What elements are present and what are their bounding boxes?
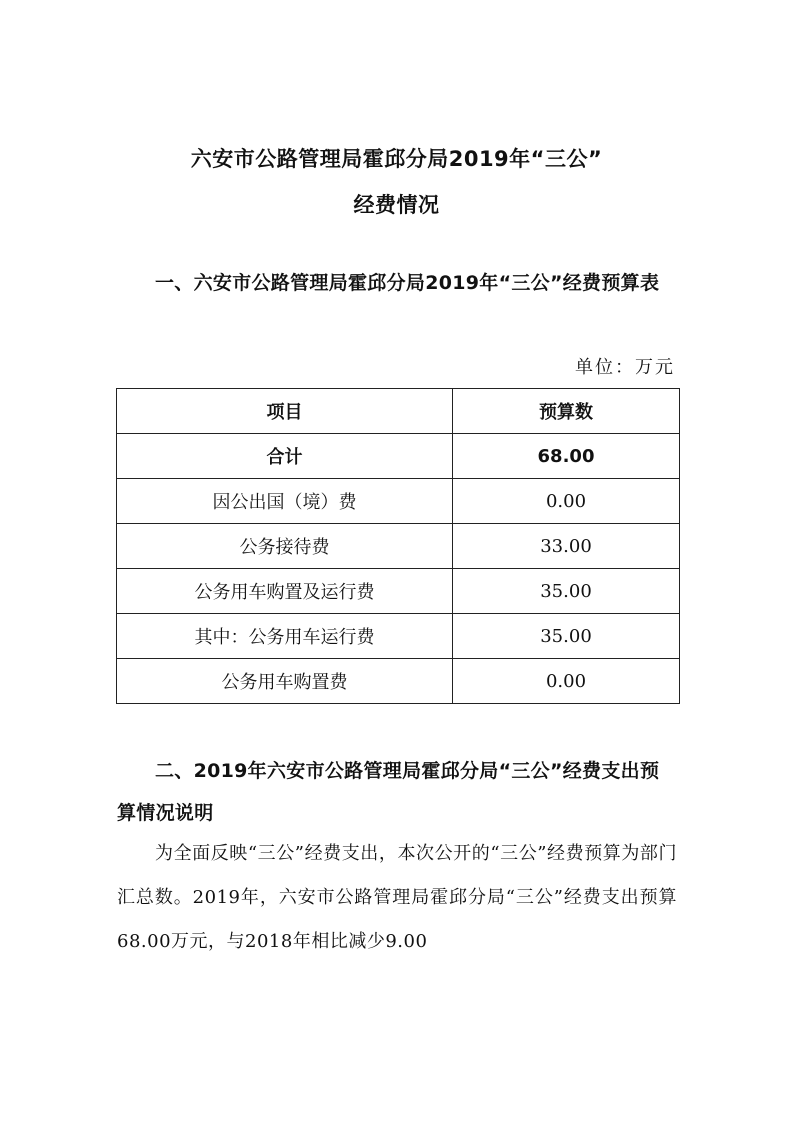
row-value: 35.00: [453, 614, 680, 659]
table-row: [117, 614, 680, 659]
section-2-heading: 二、2019年六安市公路管理局霍邱分局“三公”经费支出预算情况说明: [117, 760, 660, 824]
table-row: [117, 524, 680, 569]
row-value: 35.00: [453, 569, 680, 614]
row-value: 68.00: [453, 434, 680, 479]
table-row: [117, 569, 680, 614]
table-row-total: [117, 434, 680, 479]
header-item: 项目: [117, 389, 453, 434]
budget-table: [116, 388, 680, 704]
table-row: [117, 479, 680, 524]
header-budget: 预算数: [453, 389, 680, 434]
table-header-row: [117, 389, 680, 434]
document-title-line-1: 六安市公路管理局霍邱分局2019年“三公”: [190, 147, 603, 171]
table-row: [117, 659, 680, 704]
row-value: 0.00: [453, 659, 680, 704]
row-item: 公务用车购置费: [117, 659, 453, 704]
row-value: 33.00: [453, 524, 680, 569]
row-item: 其中：公务用车运行费: [117, 614, 453, 659]
row-item: 合计: [117, 434, 453, 479]
row-value: 0.00: [453, 479, 680, 524]
document-title-line-2: 经费情况: [353, 193, 440, 217]
unit-label: 单位：万元: [575, 357, 675, 378]
row-item: 因公出国（境）费: [117, 479, 453, 524]
explanation-paragraph: 为全面反映“三公”经费支出，本次公开的“三公”经费预算为部门汇总数。2019年，六安市公路管理局霍邱分局“三公”经费支出预算68.00万元，与2018年相比减少9.00: [117, 843, 677, 952]
row-item: 公务用车购置及运行费: [117, 569, 453, 614]
row-item: 公务接待费: [117, 524, 453, 569]
section-1-heading: 一、六安市公路管理局霍邱分局2019年“三公”经费预算表: [155, 272, 660, 294]
